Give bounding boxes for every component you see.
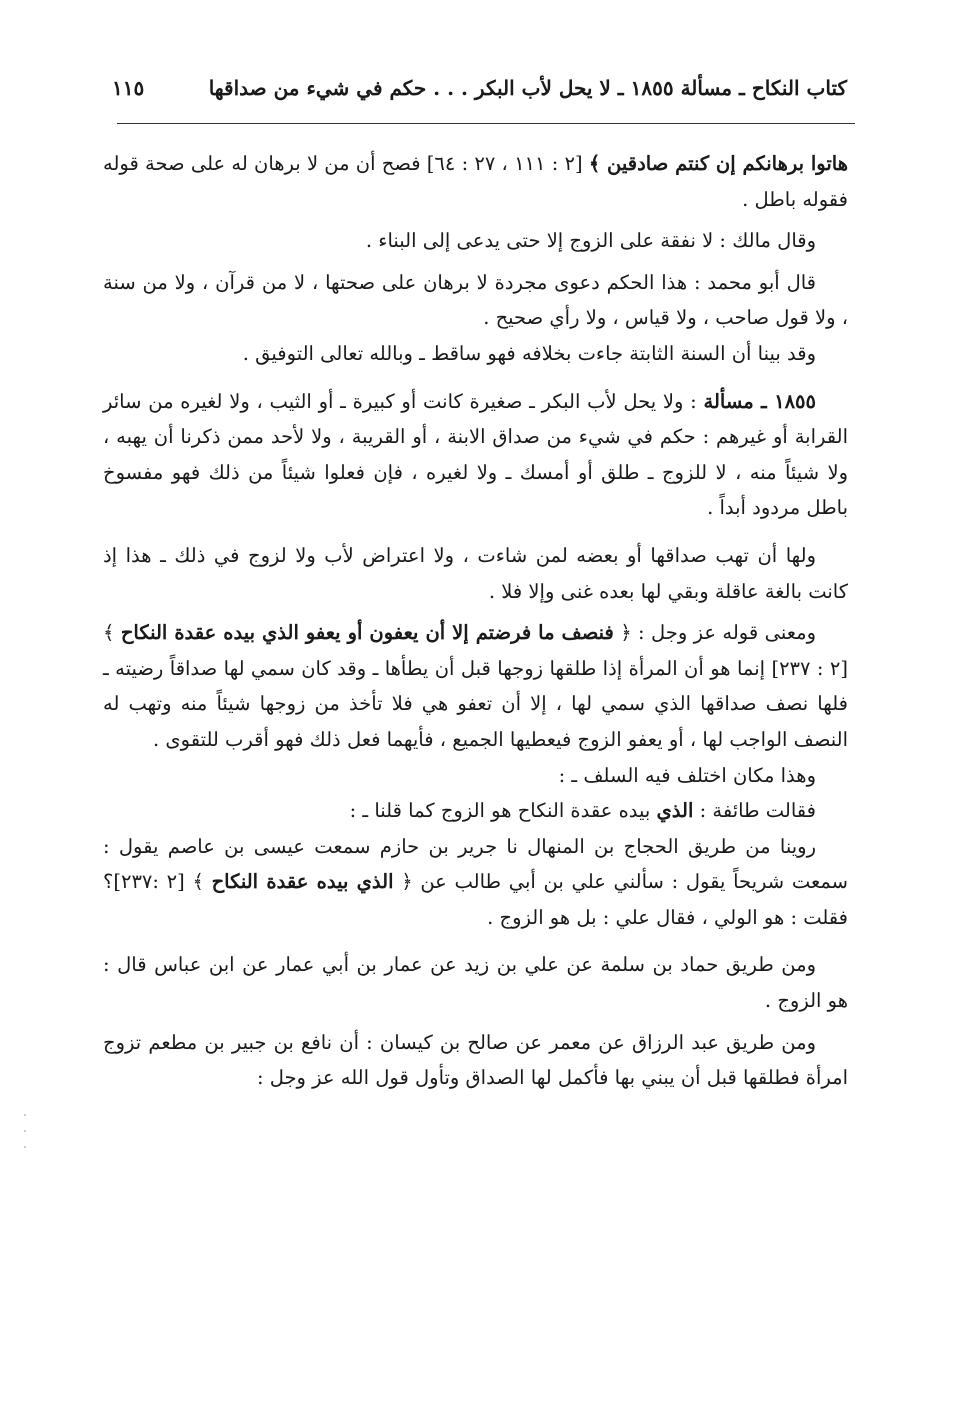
paragraph-8: وهذا مكان اختلف فيه السلف ـ :	[558, 763, 816, 787]
running-title: كتاب النكاح ـ مسألة ١٨٥٥ ـ لا يحل لأب البكر . . . حكم في شيء من صداقها	[208, 76, 847, 100]
paragraph-12: ومن طريق عبد الرزاق عن معمر عن صالح بن كيسان : أن نافع بن جبير بن مطعم تزوج امرأة فطلقها قبل أن يبني بها فأكمل لها الصداق وتأول قول الله عز وجل :	[103, 1030, 848, 1090]
paragraph-text: بيده عقدة النكاح هو الزوج كما قلنا ـ :	[349, 799, 657, 823]
paragraph-7	[103, 615, 848, 757]
quran-verse-bold: فنصف ما فرضتم إلا أن يعفون أو يعفو الذي بيده عقدة النكاح	[120, 621, 614, 645]
paragraph-4: وقد بينا أن السنة الثابتة جاءت بخلافه فهو ساقط ـ وبالله تعالى التوفيق .	[242, 341, 816, 365]
paragraph-3: قال أبو محمد : هذا الحكم دعوى مجردة لا برهان على صحتها ، لا من قرآن ، ولا من سنة ، ولا قول صاحب ، ولا قياس ، ولا رأي صحيح .	[103, 270, 848, 330]
masala-heading: ١٨٥٥ ـ مسألة	[703, 389, 816, 413]
paragraph-5-masala-1855	[103, 384, 848, 526]
paragraph-1	[103, 146, 848, 217]
paragraph-text: [٢ : ١١١ ، ٢٧ : ٦٤] فصح أن من لا برهان له على صحة قوله فقوله باطل .	[103, 152, 848, 211]
scan-edge-marks	[20, 1100, 26, 1200]
quran-word-bold: الذي	[656, 799, 694, 823]
paragraph-9	[103, 793, 848, 829]
header-rule	[117, 123, 855, 124]
paragraph-10	[103, 829, 848, 936]
paragraph-lead: فقالت طائفة :	[693, 799, 816, 823]
paragraph-lead: روينا من طريق الحجاج بن المنهال نا جرير بن حازم سمعت عيسى بن عاصم يقول : سمعت شريحاً يقول : سألني علي بن أبي طالب عن ﴿	[103, 834, 848, 894]
paragraph-text: : ولا يحل لأب البكر ـ صغيرة كانت أو كبيرة ـ أو الثيب ، ولا لغيره من سائر القرابة أو غيرهم : حكم في شيء من صداق الابنة ، أو القريبة ، ولا لأحد ممن ذكرنا أن يهبه ، ولا شيئاً منه ، لا للزوج ـ طلق أو أمسك ـ ولا لغيره ، فإن فعلوا شيئاً من ذلك فهو مفسوخ باطل مردود أبداً .	[103, 389, 848, 520]
paragraph-6: ولها أن تهب صداقها أو بعضه لمن شاءت ، ولا اعتراض لأب ولا لزوج في ذلك ـ هذا إذ كانت بالغة عاقلة وبقي لها بعده غنى وإلا فلا .	[103, 543, 848, 603]
paragraph-text: ﴾ [٢ : ٢٣٧] إنما هو أن المرأة إذا طلقها زوجها قبل أن يطأها ـ وقد كان سمي لها صداقاً رضيته ـ فلها نصف صداقها الذي سمي لها ، إلا أن تعفو هي فلا تأخذ من زوجها شيئاً منه وتهب له النصف الواجب لها ، أو يعفو الزوج فيعطيها الجميع ، فأيهما فعل ذلك فهو أقرب للتقوى .	[103, 621, 848, 751]
quran-verse-bold: هاتوا برهانكم إن كنتم صادقين ﴾	[588, 152, 849, 175]
page-body	[103, 146, 848, 1096]
paragraph-11: ومن طريق حماد بن سلمة عن علي بن زيد عن عمار بن أبي عمار عن ابن عباس قال : هو الزوج .	[103, 953, 848, 1013]
quran-verse-bold: الذي بيده عقدة النكاح	[211, 870, 394, 894]
page-header	[112, 68, 847, 108]
paragraph-text: ﴾ [٢ :٢٣٧]؟ فقلت : هو الولي ، فقال علي : بل هو الزوج .	[103, 870, 848, 929]
page-number: ١١٥	[112, 76, 145, 100]
paragraph-2: وقال مالك : لا نفقة على الزوج إلا حتى يدعى إلى البناء .	[365, 229, 816, 253]
paragraph-lead: ومعنى قوله عز وجل : ﴿	[613, 621, 816, 645]
